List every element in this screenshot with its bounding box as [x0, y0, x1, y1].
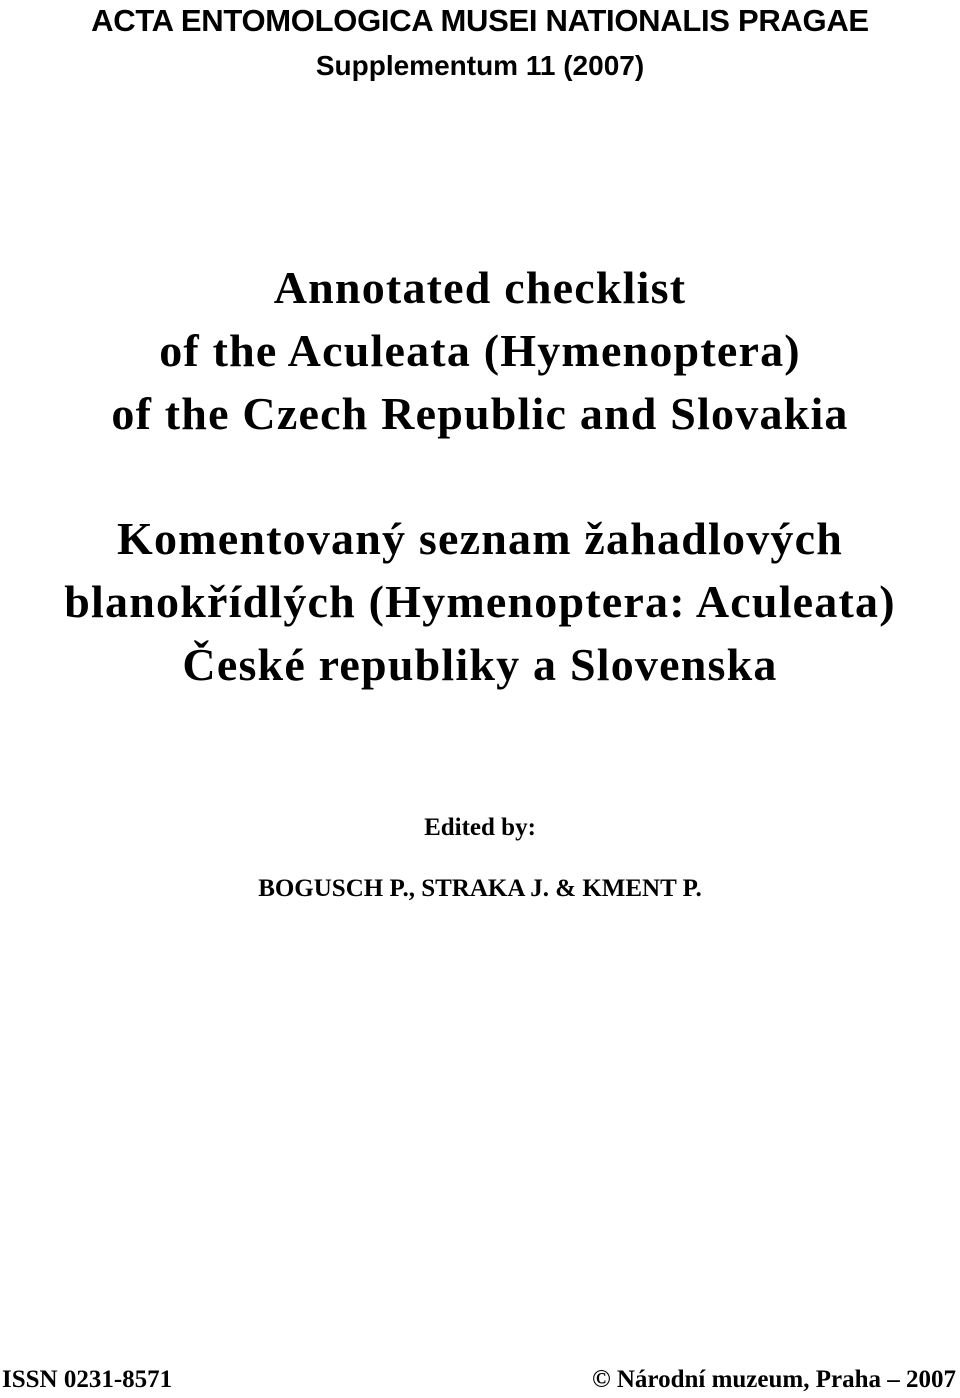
czech-title-line-1: Komentovaný seznam žahadlových: [117, 513, 843, 564]
issn-number: ISSN 0231-8571: [2, 1366, 173, 1393]
czech-title-line-2: blanokřídlých (Hymenoptera: Aculeata): [64, 576, 896, 627]
english-title-line-1: Annotated checklist: [273, 262, 687, 313]
english-title-line-2: of the Aculeata (Hymenoptera): [159, 325, 801, 376]
edited-by-label: Edited by:: [424, 814, 536, 841]
series-title: ACTA ENTOMOLOGICA MUSEI NATIONALIS PRAGAE: [91, 3, 869, 38]
supplement-number: Supplementum 11 (2007): [315, 50, 645, 81]
copyright-notice: © Národní muzeum, Praha – 2007: [591, 1366, 956, 1393]
english-title-line-3: of the Czech Republic and Slovakia: [111, 388, 849, 439]
editor-names: BOGUSCH P., STRAKA J. & KMENT P.: [258, 875, 702, 902]
czech-title-line-3: České republiky a Slovenska: [182, 639, 778, 690]
